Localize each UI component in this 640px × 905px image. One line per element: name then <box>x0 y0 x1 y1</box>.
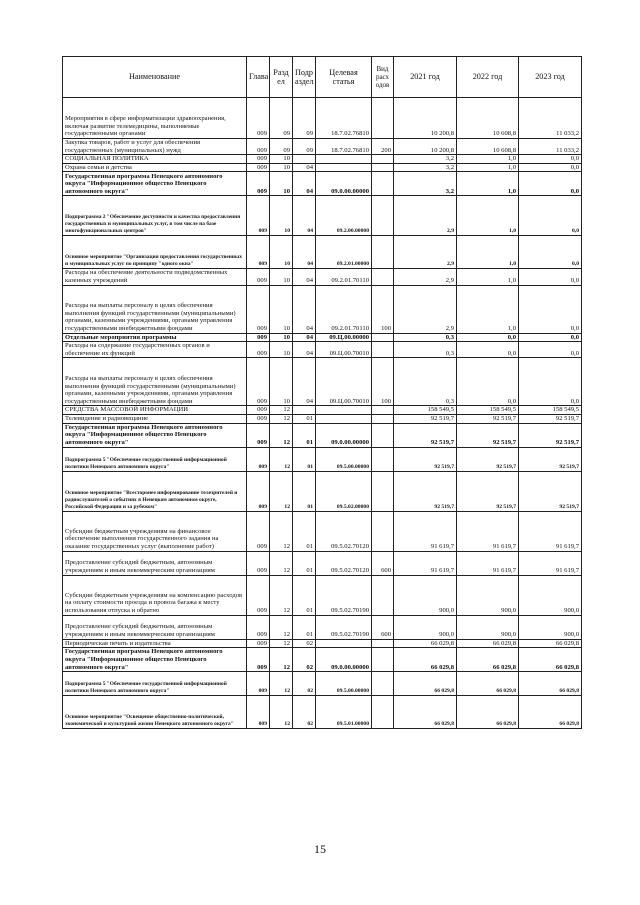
row-section: 10 <box>270 155 293 164</box>
row-subsection: 04 <box>293 285 316 333</box>
row-name: Субсидии бюджетным учреждениям на финансовое обеспечение выполнения государственного задания на оказание государственных услуг (выполнение работ) <box>63 511 247 551</box>
row-chapter: 009 <box>247 471 270 511</box>
row-expense-type <box>372 172 394 196</box>
row-2023: 11 033,2 <box>519 139 582 155</box>
row-section: 12 <box>270 639 293 648</box>
row-subsection: 01 <box>293 511 316 551</box>
row-name: Государственная программа Ненецкого автономного округа "Информационное общество Ненецкого автономного округа" <box>63 423 247 447</box>
row-subsection: 04 <box>293 333 316 342</box>
row-section: 09 <box>270 98 293 139</box>
row-2022: 900,0 <box>457 575 519 615</box>
row-name: Государственная программа Ненецкого автономного округа "Информационное общество Ненецкого автономного округа" <box>63 648 247 672</box>
row-target-article: 09.5.02.70120 <box>316 511 372 551</box>
row-2022: 1,0 <box>457 163 519 172</box>
row-chapter: 009 <box>247 406 270 415</box>
row-2023: 91 619,7 <box>519 511 582 551</box>
row-expense-type: 600 <box>372 551 394 575</box>
row-subsection: 04 <box>293 172 316 196</box>
row-target-article: 09.Ц.00.70010 <box>316 342 372 358</box>
row-name: Расходы на содержание государственных органов и обеспечение их функций <box>63 342 247 358</box>
row-2022: 1,0 <box>457 236 519 269</box>
row-name: Периодическая печать и издательства <box>63 639 247 648</box>
row-name: Телевидение и радиовещание <box>63 414 247 423</box>
row-section: 10 <box>270 196 293 236</box>
header-section: Разд ел <box>270 57 293 98</box>
row-name: Подпрограмма 5 "Обеспечение государственной информационной политики Ненецкого автономного округа" <box>63 672 247 696</box>
row-section: 10 <box>270 285 293 333</box>
row-chapter: 009 <box>247 98 270 139</box>
table-row <box>63 163 582 172</box>
row-2022: 92 519,7 <box>457 447 519 471</box>
row-target-article: 09.2.00.00000 <box>316 196 372 236</box>
row-subsection: 01 <box>293 414 316 423</box>
row-2022: 158 549,5 <box>457 406 519 415</box>
row-2021: 2,9 <box>394 236 457 269</box>
row-expense-type <box>372 163 394 172</box>
row-chapter: 009 <box>247 155 270 164</box>
row-subsection: 01 <box>293 551 316 575</box>
header-row <box>63 57 582 98</box>
row-2022: 1,0 <box>457 269 519 285</box>
table-row <box>63 285 582 333</box>
header-name: Наименование <box>63 57 247 98</box>
row-2022: 1,0 <box>457 285 519 333</box>
row-subsection: 04 <box>293 358 316 406</box>
row-2022: 91 619,7 <box>457 551 519 575</box>
row-target-article <box>316 163 372 172</box>
row-section: 12 <box>270 575 293 615</box>
row-expense-type <box>372 471 394 511</box>
row-expense-type <box>372 447 394 471</box>
row-target-article <box>316 414 372 423</box>
row-expense-type <box>372 696 394 729</box>
header-chapter: Глава <box>247 57 270 98</box>
row-target-article: 09.0.00.00000 <box>316 172 372 196</box>
row-2022: 0,0 <box>457 333 519 342</box>
row-2022: 1,0 <box>457 172 519 196</box>
row-expense-type <box>372 236 394 269</box>
table-row <box>63 196 582 236</box>
row-2021: 10 200,8 <box>394 139 457 155</box>
row-2022: 92 519,7 <box>457 423 519 447</box>
row-2022: 0,0 <box>457 342 519 358</box>
row-target-article: 09.Ц.00.70010 <box>316 358 372 406</box>
row-chapter: 009 <box>247 447 270 471</box>
row-section: 12 <box>270 406 293 415</box>
row-2021: 0,3 <box>394 358 457 406</box>
row-2021: 92 519,7 <box>394 423 457 447</box>
row-name: Предоставление субсидий бюджетным, автономным учреждениям и иным некоммерческим организациям <box>63 551 247 575</box>
row-2021: 2,9 <box>394 285 457 333</box>
row-2022: 0,0 <box>457 358 519 406</box>
row-2021: 91 619,7 <box>394 551 457 575</box>
row-chapter: 009 <box>247 551 270 575</box>
row-2022: 66 029,8 <box>457 648 519 672</box>
row-2023: 0,0 <box>519 358 582 406</box>
row-name: СОЦИАЛЬНАЯ ПОЛИТИКА <box>63 155 247 164</box>
row-2021: 2,9 <box>394 196 457 236</box>
row-2022: 1,0 <box>457 196 519 236</box>
row-expense-type <box>372 639 394 648</box>
row-section: 10 <box>270 333 293 342</box>
row-2021: 900,0 <box>394 615 457 639</box>
row-2023: 0,0 <box>519 236 582 269</box>
row-2022: 10 608,8 <box>457 98 519 139</box>
row-target-article: 09.5.02.70190 <box>316 615 372 639</box>
row-name: Отдельные мероприятия программы <box>63 333 247 342</box>
row-subsection: 04 <box>293 269 316 285</box>
row-section: 10 <box>270 358 293 406</box>
row-2023: 0,0 <box>519 163 582 172</box>
row-name: Предоставление субсидий бюджетным, автономным учреждениям и иным некоммерческим организациям <box>63 615 247 639</box>
row-expense-type <box>372 196 394 236</box>
row-expense-type <box>372 511 394 551</box>
row-2023: 92 519,7 <box>519 414 582 423</box>
row-2021: 92 519,7 <box>394 471 457 511</box>
row-section: 10 <box>270 342 293 358</box>
row-expense-type <box>372 414 394 423</box>
row-subsection: 02 <box>293 696 316 729</box>
row-name: Подпрограмма 5 "Обеспечение государственной информационной политики Ненецкого автономного округа" <box>63 447 247 471</box>
row-chapter: 009 <box>247 696 270 729</box>
row-section: 12 <box>270 471 293 511</box>
row-2023: 0,0 <box>519 196 582 236</box>
row-section: 10 <box>270 269 293 285</box>
row-target-article: 09.2.01.00000 <box>316 236 372 269</box>
row-name: Подпрограмма 2 "Обеспечение доступности и качества предоставления государственных и муниципальных услуг, в том числе на базе многофункциональных центров" <box>63 196 247 236</box>
row-2021: 3,2 <box>394 155 457 164</box>
row-name: Охрана семьи и детства <box>63 163 247 172</box>
row-target-article: 09.0.00.00000 <box>316 423 372 447</box>
row-subsection: 04 <box>293 196 316 236</box>
row-target-article: 18.7.02.76810 <box>316 139 372 155</box>
table-body <box>63 98 582 729</box>
row-name: Основное мероприятие "Организация предоставления государственных и муниципальных услуг по принципу "одного окна" <box>63 236 247 269</box>
table-row <box>63 639 582 648</box>
row-2021: 91 619,7 <box>394 511 457 551</box>
row-chapter: 009 <box>247 414 270 423</box>
row-2022: 66 029,8 <box>457 639 519 648</box>
row-target-article: 18.7.02.76810 <box>316 98 372 139</box>
row-section: 12 <box>270 648 293 672</box>
row-target-article: 09.5.02.70120 <box>316 551 372 575</box>
row-name: Расходы на выплаты персоналу в целях обеспечения выполнения функций государственными (муниципальными) органами, казенными учреждениями, органами управления государственными внебюджетными фондами <box>63 285 247 333</box>
row-expense-type: 600 <box>372 615 394 639</box>
row-2021: 92 519,7 <box>394 414 457 423</box>
row-expense-type <box>372 333 394 342</box>
row-2021: 66 029,8 <box>394 648 457 672</box>
row-subsection: 09 <box>293 98 316 139</box>
row-target-article <box>316 406 372 415</box>
row-2022: 66 029,8 <box>457 696 519 729</box>
row-subsection: 02 <box>293 639 316 648</box>
row-2023: 66 029,8 <box>519 639 582 648</box>
row-subsection: 02 <box>293 672 316 696</box>
row-subsection: 02 <box>293 648 316 672</box>
table-row <box>63 406 582 415</box>
row-name: Расходы на обеспечение деятельности подведомственных казенных учреждений <box>63 269 247 285</box>
table-row <box>63 358 582 406</box>
row-subsection: 04 <box>293 163 316 172</box>
row-expense-type <box>372 575 394 615</box>
row-subsection: 01 <box>293 423 316 447</box>
table-row <box>63 551 582 575</box>
table-row <box>63 648 582 672</box>
row-2021: 66 029,8 <box>394 696 457 729</box>
row-2023: 900,0 <box>519 575 582 615</box>
row-section: 12 <box>270 414 293 423</box>
row-name: СРЕДСТВА МАССОВОЙ ИНФОРМАЦИИ <box>63 406 247 415</box>
row-chapter: 009 <box>247 615 270 639</box>
table-row <box>63 98 582 139</box>
row-subsection: 01 <box>293 471 316 511</box>
row-2023: 11 033,2 <box>519 98 582 139</box>
row-name: Расходы на выплаты персоналу в целях обеспечения выполнения функций государственными (муниципальными) органами, казенными учреждениями, органами управления государственными внебюджетными фондами <box>63 358 247 406</box>
row-target-article: 09.5.00.00000 <box>316 447 372 471</box>
row-chapter: 009 <box>247 672 270 696</box>
row-target-article: 09.Ц.00.00000 <box>316 333 372 342</box>
row-chapter: 009 <box>247 511 270 551</box>
row-expense-type <box>372 155 394 164</box>
row-2023: 0,0 <box>519 269 582 285</box>
row-expense-type: 100 <box>372 285 394 333</box>
row-chapter: 009 <box>247 163 270 172</box>
row-expense-type <box>372 423 394 447</box>
row-chapter: 009 <box>247 236 270 269</box>
row-subsection: 01 <box>293 447 316 471</box>
row-2022: 1,0 <box>457 155 519 164</box>
row-target-article <box>316 155 372 164</box>
row-subsection: 04 <box>293 342 316 358</box>
row-2021: 2,9 <box>394 269 457 285</box>
table-row <box>63 269 582 285</box>
row-section: 12 <box>270 551 293 575</box>
row-2023: 66 029,8 <box>519 672 582 696</box>
row-2023: 0,0 <box>519 333 582 342</box>
page-number: 15 <box>314 842 326 856</box>
row-expense-type <box>372 98 394 139</box>
row-chapter: 009 <box>247 333 270 342</box>
row-2023: 91 619,7 <box>519 551 582 575</box>
row-2021: 900,0 <box>394 575 457 615</box>
row-chapter: 009 <box>247 423 270 447</box>
table-row <box>63 575 582 615</box>
row-section: 12 <box>270 672 293 696</box>
budget-table <box>62 56 582 729</box>
table-row <box>63 333 582 342</box>
header-subsection: Подр аздел <box>293 57 316 98</box>
table-row <box>63 342 582 358</box>
header-2021: 2021 год <box>394 57 457 98</box>
row-name: Государственная программа Ненецкого автономного округа "Информационное общество Ненецкого автономного округа" <box>63 172 247 196</box>
row-2022: 92 519,7 <box>457 414 519 423</box>
row-2021: 10 200,8 <box>394 98 457 139</box>
row-2021: 66 029,8 <box>394 639 457 648</box>
row-2021: 3,2 <box>394 172 457 196</box>
row-chapter: 009 <box>247 172 270 196</box>
row-expense-type <box>372 269 394 285</box>
row-2022: 10 608,8 <box>457 139 519 155</box>
row-2023: 0,0 <box>519 342 582 358</box>
row-2023: 0,0 <box>519 172 582 196</box>
row-expense-type: 100 <box>372 358 394 406</box>
table-row <box>63 471 582 511</box>
row-section: 12 <box>270 447 293 471</box>
row-chapter: 009 <box>247 575 270 615</box>
row-chapter: 009 <box>247 269 270 285</box>
row-chapter: 009 <box>247 196 270 236</box>
row-2023: 66 029,8 <box>519 648 582 672</box>
table-row <box>63 414 582 423</box>
row-section: 10 <box>270 236 293 269</box>
row-2022: 900,0 <box>457 615 519 639</box>
row-name: Основное мероприятие "Всесторонее информирование телезрителей и радиослушателей о событиях в Ненецком автономном округе, Российской Федерации и за рубежом" <box>63 471 247 511</box>
table-row <box>63 447 582 471</box>
row-name: Закупка товаров, работ и услуг для обеспечения государственных (муниципальных) нужд <box>63 139 247 155</box>
header-expense-type: Вид расх одов <box>372 57 394 98</box>
row-section: 09 <box>270 139 293 155</box>
header-2022: 2022 год <box>457 57 519 98</box>
row-target-article: 09.5.02.70190 <box>316 575 372 615</box>
row-2021: 0,3 <box>394 342 457 358</box>
row-chapter: 009 <box>247 285 270 333</box>
row-2023: 92 519,7 <box>519 423 582 447</box>
row-2023: 158 549,5 <box>519 406 582 415</box>
row-2023: 900,0 <box>519 615 582 639</box>
row-chapter: 009 <box>247 639 270 648</box>
row-2022: 92 519,7 <box>457 471 519 511</box>
header-2023: 2023 год <box>519 57 582 98</box>
row-target-article: 09.5.01.00000 <box>316 696 372 729</box>
table-row <box>63 672 582 696</box>
row-subsection <box>293 155 316 164</box>
table-row <box>63 615 582 639</box>
table-row <box>63 511 582 551</box>
row-target-article: 09.5.02.00000 <box>316 471 372 511</box>
row-section: 10 <box>270 163 293 172</box>
row-target-article: 09.0.00.00000 <box>316 648 372 672</box>
row-2021: 158 549,5 <box>394 406 457 415</box>
row-2023: 92 519,7 <box>519 447 582 471</box>
row-section: 12 <box>270 423 293 447</box>
row-2023: 0,0 <box>519 285 582 333</box>
row-target-article: 09.5.00.00000 <box>316 672 372 696</box>
row-chapter: 009 <box>247 358 270 406</box>
row-expense-type <box>372 648 394 672</box>
row-2022: 91 619,7 <box>457 511 519 551</box>
table-row <box>63 155 582 164</box>
row-2021: 3,2 <box>394 163 457 172</box>
row-name: Субсидии бюджетным учреждениям на компенсацию расходов на оплату стоимости проезда и провоза багажа к месту использования отпуска и обратно <box>63 575 247 615</box>
row-chapter: 009 <box>247 139 270 155</box>
row-section: 10 <box>270 172 293 196</box>
row-section: 12 <box>270 511 293 551</box>
row-expense-type <box>372 342 394 358</box>
row-subsection <box>293 406 316 415</box>
row-target-article: 09.2.01.70110 <box>316 269 372 285</box>
row-2022: 66 029,8 <box>457 672 519 696</box>
row-section: 12 <box>270 615 293 639</box>
row-2023: 0,0 <box>519 155 582 164</box>
table-row <box>63 696 582 729</box>
row-target-article <box>316 639 372 648</box>
row-2023: 66 029,8 <box>519 696 582 729</box>
row-chapter: 009 <box>247 648 270 672</box>
row-subsection: 04 <box>293 236 316 269</box>
row-2021: 66 029,8 <box>394 672 457 696</box>
row-subsection: 01 <box>293 575 316 615</box>
table-row <box>63 172 582 196</box>
row-section: 12 <box>270 696 293 729</box>
table-row <box>63 236 582 269</box>
table-row <box>63 423 582 447</box>
row-expense-type <box>372 672 394 696</box>
row-expense-type <box>372 406 394 415</box>
row-chapter: 009 <box>247 342 270 358</box>
row-target-article: 09.2.01.70110 <box>316 285 372 333</box>
row-2021: 92 519,7 <box>394 447 457 471</box>
row-expense-type: 200 <box>372 139 394 155</box>
row-subsection: 01 <box>293 615 316 639</box>
row-subsection: 09 <box>293 139 316 155</box>
header-target-article: Целевая статья <box>316 57 372 98</box>
row-2023: 92 519,7 <box>519 471 582 511</box>
table-row <box>63 139 582 155</box>
row-name: Мероприятия в сфере информатизации здравоохранения, включая развитие телемедицины, выполняемые государственными органами <box>63 98 247 139</box>
row-2021: 0,3 <box>394 333 457 342</box>
row-name: Основное мероприятие "Освещение общественно-политической, экономической и культурной жизни Ненецкого автономного округа" <box>63 696 247 729</box>
